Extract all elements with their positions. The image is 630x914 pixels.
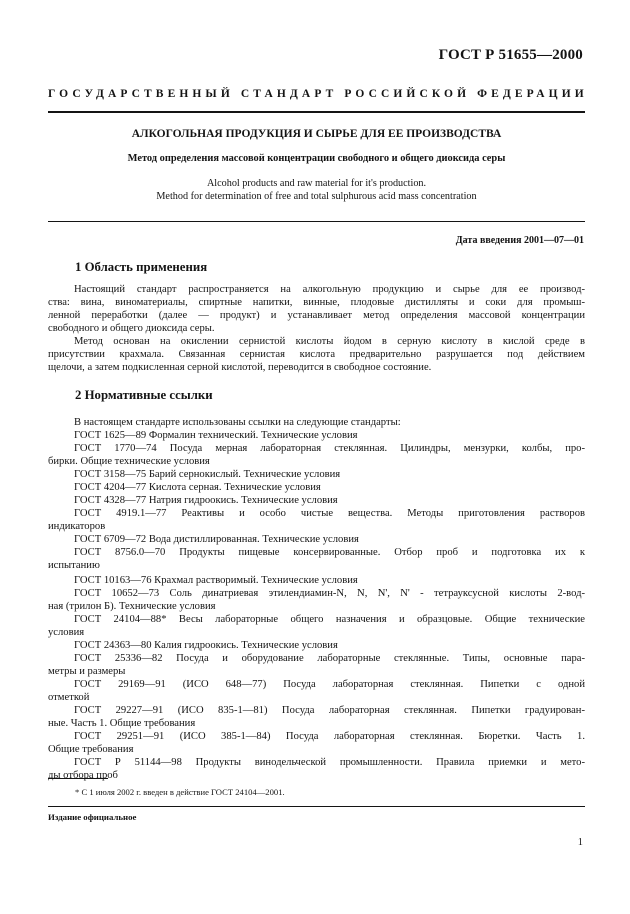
footnote-divider (48, 778, 108, 779)
reference-line: ГОСТ Р 51144—98 Продукты винодельческой промышленности. Правила приемки и мето- (74, 757, 585, 768)
reference-line: ГОСТ 1625—89 Формалин технический. Технические условия (74, 430, 358, 441)
reference-line: ГОСТ 4919.1—77 Реактивы и особо чистые вещества. Методы приготовления растворов (74, 508, 585, 519)
section-1-line: ленной переработки (далее — продукт) и устанавливает метод определения массовой концентрации (48, 310, 585, 321)
edition-label: Издание официальное (48, 812, 137, 822)
reference-line: Общие требования (48, 744, 134, 755)
reference-line: ГОСТ 29169—91 (ИСО 648—77) Посуда лабораторная стеклянная. Пипетки с одной (74, 679, 585, 690)
reference-line: ГОСТ 29227—91 (ИСО 835-1—81) Посуда лабораторная стеклянная. Пипетки градуирован- (74, 705, 585, 716)
reference-line: ГОСТ 1770—74 Посуда мерная лабораторная стеклянная. Цилиндры, мензурки, колбы, про- (74, 443, 585, 454)
section-1-line: Настоящий стандарт распространяется на алкогольную продукцию и сырье для ее производ- (74, 284, 585, 295)
english-title-line-1: Alcohol products and raw material for it's production. (206, 178, 427, 189)
footer-divider (48, 806, 585, 807)
reference-line: ная (трилон Б). Технические условия (48, 601, 216, 612)
header-divider (48, 111, 585, 113)
document-code: ГОСТ Р 51655—2000 (438, 47, 583, 63)
reference-line: ГОСТ 24363—80 Калия гидроокись. Технические условия (74, 640, 338, 651)
organization-heading: ГОСУДАРСТВЕННЫЙ СТАНДАРТ РОССИЙСКОЙ ФЕДЕРАЦИИ (48, 88, 588, 100)
section-1-line: присутствии крахмала. Связанная сернистая кислота предварительно разрушается под действием (48, 349, 585, 360)
reference-line: бирки. Общие технические условия (48, 456, 210, 467)
reference-line: ГОСТ 10163—76 Крахмал растворимый. Технические условия (74, 575, 358, 586)
reference-line: индикаторов (48, 521, 106, 532)
section-1-line: ства: вина, виноматериалы, спиртные напитки, винные, плодовые дистилляты и соки для промыш- (48, 297, 585, 308)
document-subtitle: Метод определения массовой концентрации свободного и общего диоксида серы (127, 153, 506, 164)
reference-line: отметкой (48, 692, 90, 703)
reference-line: ГОСТ 8756.0—70 Продукты пищевые консервированные. Отбор проб и подготовка их к (74, 547, 585, 558)
footnote: * С 1 июля 2002 г. введен в действие ГОСТ 24104—2001. (75, 787, 285, 797)
reference-line: условия (48, 627, 85, 638)
section-2-line: В настоящем стандарте использованы ссылки на следующие стандарты: (74, 417, 401, 428)
section-1-heading: 1 Область применения (75, 260, 208, 274)
reference-line: метры и размеры (48, 666, 126, 677)
section-1-line: свободного и общего диоксида серы. (48, 323, 215, 334)
title-divider (48, 221, 585, 222)
reference-line: ГОСТ 4328—77 Натрия гидроокись. Технические условия (74, 495, 338, 506)
reference-line: ГОСТ 29251—91 (ИСО 385-1—84) Посуда лабораторная стеклянная. Бюретки. Часть 1. (74, 731, 585, 742)
english-title-line-2: Method for determination of free and total sulphurous acid mass concentration (156, 191, 477, 202)
section-1-line: щелочи, а затем подкисленная серной кислотой, переводится в свободное состояние. (48, 362, 432, 373)
reference-line: ГОСТ 10652—73 Соль динатриевая этилендиамин-N, N, N', N' - тетрауксусной кислоты 2-вод- (74, 588, 585, 599)
reference-line: ные. Часть 1. Общие требования (48, 718, 196, 729)
reference-line: ГОСТ 4204—77 Кислота серная. Технические условия (74, 482, 321, 493)
section-1-line: Метод основан на окислении сернистой кислоты йодом в серную кислоту в кислой среде в (74, 336, 585, 347)
document-title: АЛКОГОЛЬНАЯ ПРОДУКЦИЯ И СЫРЬЕ ДЛЯ ЕЕ ПРОИЗВОДСТВА (131, 128, 502, 140)
reference-line: ГОСТ 3158—75 Барий сернокислый. Технические условия (74, 469, 341, 480)
reference-line: испытанию (48, 560, 100, 571)
introduction-date: Дата введения 2001—07—01 (455, 235, 584, 246)
page-number: 1 (577, 837, 583, 848)
section-2-heading: 2 Нормативные ссылки (75, 388, 213, 402)
reference-line: ды отбора проб (48, 770, 118, 781)
reference-line: ГОСТ 25336—82 Посуда и оборудование лабораторные стеклянные. Типы, основные пара- (74, 653, 585, 664)
reference-line: ГОСТ 24104—88* Весы лабораторные общего назначения и образцовые. Общие технические (74, 614, 585, 625)
reference-line: ГОСТ 6709—72 Вода дистиллированная. Технические условия (74, 534, 359, 545)
